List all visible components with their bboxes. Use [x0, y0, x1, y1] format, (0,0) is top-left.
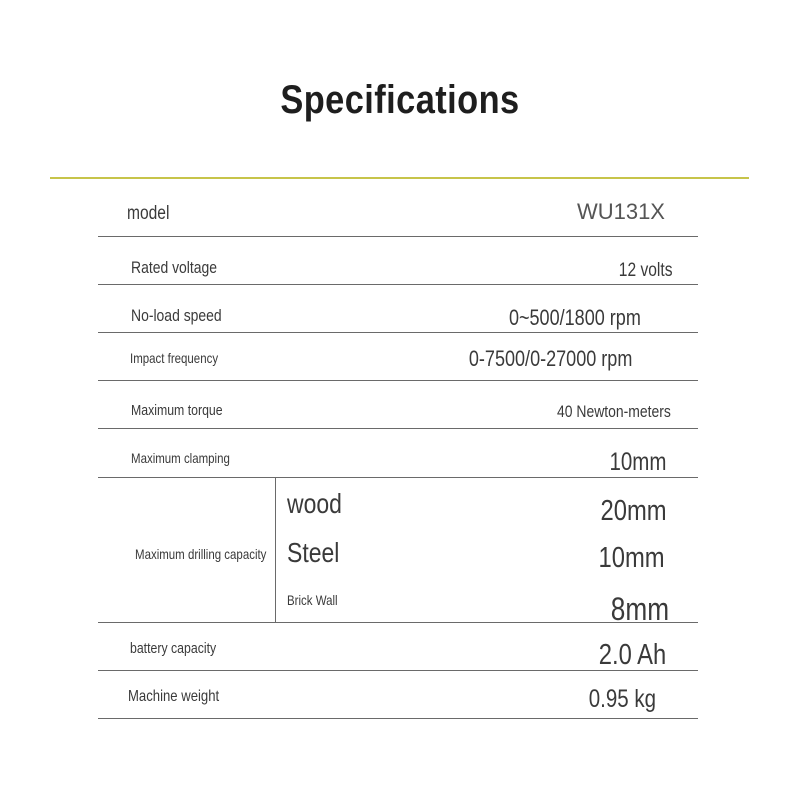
spec-value-maximum-torque: 40 Newton-meters — [557, 402, 671, 421]
spec-value-impact-frequency: 0-7500/0-27000 rpm — [468, 346, 632, 371]
drilling-value-steel: 10mm — [598, 542, 665, 574]
drilling-value-wood: 20mm — [600, 495, 667, 527]
spec-value-maximum-clamping: 10mm — [609, 448, 666, 476]
spec-label-model: model — [127, 203, 170, 224]
spec-row-maximum-clamping — [98, 429, 698, 478]
spec-row-rated-voltage — [98, 237, 698, 285]
spec-label-maximum-clamping: Maximum clamping — [131, 450, 230, 466]
page-title: Specifications — [280, 78, 520, 122]
drilling-capacity-label-cell — [98, 478, 276, 622]
spec-row-impact-frequency — [98, 333, 698, 381]
spec-row-no-load-speed — [98, 285, 698, 333]
spec-row-machine-weight — [98, 671, 698, 719]
spec-row-maximum-torque — [98, 381, 698, 429]
spec-label-no-load-speed: No-load speed — [131, 306, 222, 325]
spec-row-model — [98, 188, 698, 237]
spec-label-maximum-torque: Maximum torque — [131, 402, 223, 419]
spec-value-machine-weight: 0.95 kg — [588, 685, 656, 713]
spec-label-impact-frequency: Impact frequency — [130, 350, 219, 366]
spec-value-model: WU131X — [576, 199, 665, 224]
drilling-material-steel: Steel — [287, 537, 340, 568]
title-divider — [50, 177, 749, 179]
drilling-material-wood: wood — [287, 488, 342, 519]
spec-label-battery-capacity: battery capacity — [130, 640, 217, 657]
spec-row-drilling-capacity — [98, 478, 698, 627]
spec-table — [98, 188, 698, 719]
spec-value-battery-capacity: 2.0 Ah — [598, 639, 666, 671]
spec-row-battery-capacity — [98, 623, 698, 671]
spec-label-drilling-capacity: Maximum drilling capacity — [135, 546, 267, 562]
spec-value-no-load-speed: 0~500/1800 rpm — [509, 305, 641, 330]
drilling-material-brick-wall: Brick Wall — [287, 592, 338, 608]
drilling-value-brick-wall: 8mm — [610, 591, 669, 627]
spec-label-machine-weight: Machine weight — [128, 688, 220, 705]
spec-label-rated-voltage: Rated voltage — [131, 258, 218, 277]
spec-value-rated-voltage: 12 volts — [618, 260, 672, 281]
